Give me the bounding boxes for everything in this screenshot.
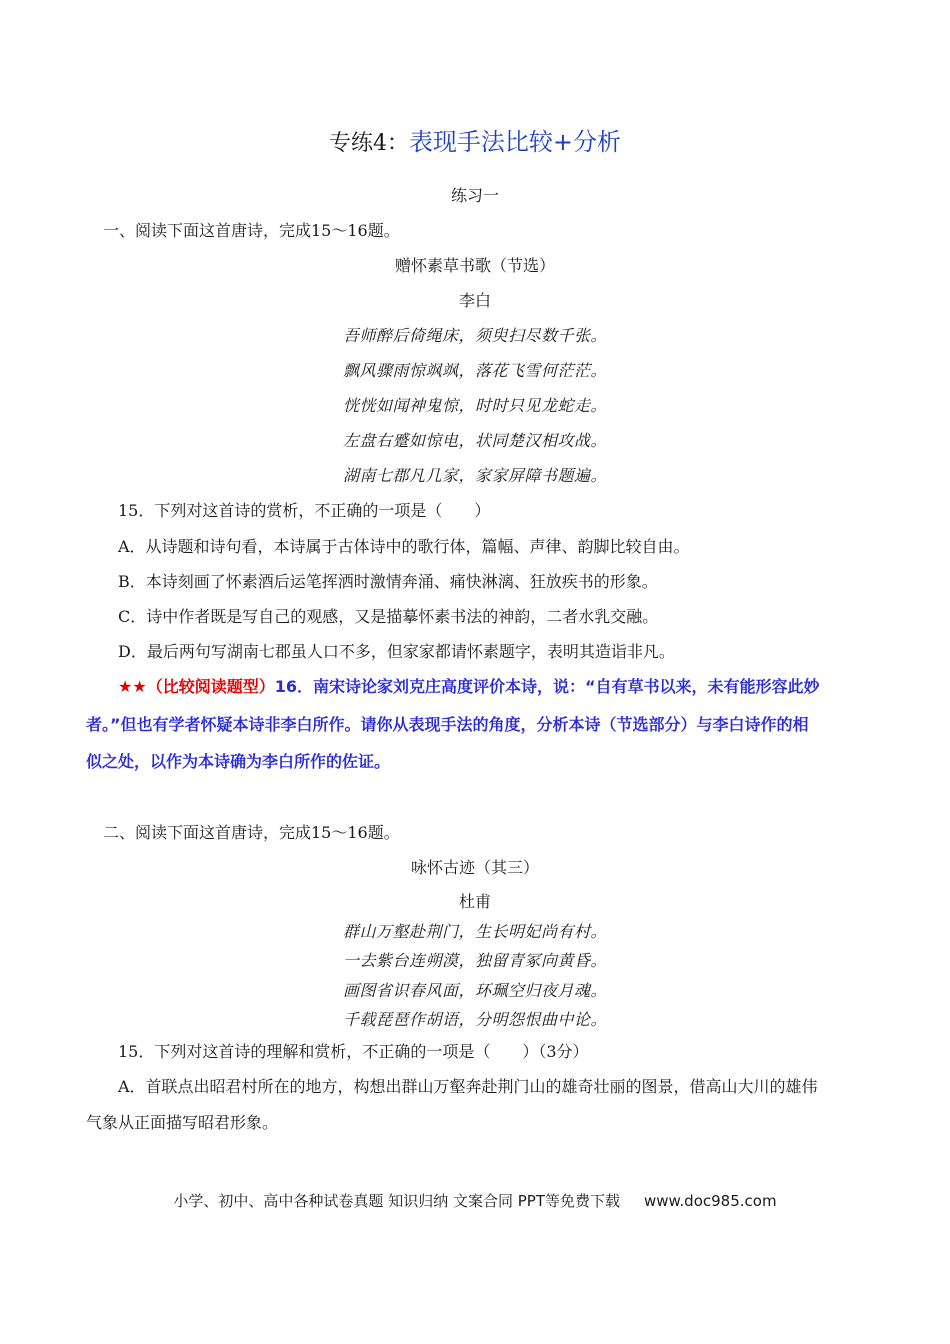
poem1-line: 湖南七郡凡几家，家家屏障书题遍。 [342, 466, 607, 485]
section2-author: 杜甫 [458, 892, 491, 911]
section1-q16-line3: 似之处，以作为本诗确为李白所作的佐证。 [86, 752, 391, 771]
section2-poem-title: 咏怀古迹（其三） [410, 858, 539, 877]
page-footer [0, 1190, 950, 1211]
section1-q15-option-a: A．从诗题和诗句看，本诗属于古体诗中的歌行体，篇幅、声律、韵脚比较自由。 [118, 537, 690, 556]
poem1-line: 吾师醉后倚绳床，须臾扫尽数千张。 [342, 326, 607, 345]
poem2-line: 一去紫台连朔漠，独留青冢向黄昏。 [342, 951, 607, 970]
section1-q15-option-b: B．本诗刻画了怀素酒后运笔挥洒时激情奔涌、痛快淋漓、狂放疾书的形象。 [118, 572, 658, 591]
section1-q16-line1 [118, 674, 820, 697]
difficulty-stars: ★★ [118, 677, 147, 696]
title-prefix: 专练4： [328, 131, 409, 156]
footer-text: 小学、初中、高中各种试卷真题 知识归纳 文案合同 PPT等免费下载 [173, 1192, 620, 1210]
section1-author: 李白 [458, 291, 491, 310]
section2-q15-option-a-line2: 气象从正面描写昭君形象。 [86, 1113, 279, 1132]
section1-q15-stem: 15．下列对这首诗的赏析，不正确的一项是（ ） [118, 501, 491, 520]
section2-q15-option-a-line1: A．首联点出昭君村所在的地方，构想出群山万壑奔赴荆门山的雄奇壮丽的图景，借高山大川的雄伟 [118, 1077, 818, 1096]
section1-intro: 一、阅读下面这首唐诗，完成15～16题。 [103, 221, 400, 240]
practice-label: 练习一 [450, 186, 499, 205]
poem2-line: 群山万壑赴荆门，生长明妃尚有村。 [342, 922, 607, 941]
section1-q15-option-c: C．诗中作者既是写自己的观感，又是描摹怀素书法的神韵，二者水乳交融。 [118, 607, 659, 626]
section1-q16-line2: 者。”但也有学者怀疑本诗非李白所作。请你从表现手法的角度，分析本诗（节选部分）与李白诗作的相 [86, 715, 809, 734]
section2-q15-stem: 15．下列对这首诗的理解和赏析，不正确的一项是（ ）（3分） [118, 1042, 589, 1061]
footer-url[interactable]: www.doc985.com [643, 1192, 777, 1210]
question-type-tag: （比较阅读题型） [146, 677, 275, 696]
poem2-line: 千载琵琶作胡语，分明怨恨曲中论。 [342, 1010, 607, 1029]
poem2-line: 画图省识春风面，环珮空归夜月魂。 [342, 981, 607, 1000]
poem1-line: 飘风骤雨惊飒飒，落花飞雪何茫茫。 [342, 361, 607, 380]
section1-q15-option-d: D．最后两句写湖南七郡虽人口不多，但家家都请怀素题字，表明其造诣非凡。 [118, 642, 675, 661]
title-main: 表现手法比较+分析 [408, 128, 622, 156]
poem1-line: 左盘右蹙如惊电，状同楚汉相攻战。 [342, 431, 607, 450]
section2-intro: 二、阅读下面这首唐诗，完成15～16题。 [103, 823, 400, 842]
poem1-line: 恍恍如闻神鬼惊，时时只见龙蛇走。 [342, 396, 607, 415]
page-title [0, 122, 950, 157]
section1-poem-title: 赠怀素草书歌（节选） [394, 256, 555, 275]
q16-text-1: 16．南宋诗论家刘克庄高度评价本诗，说：“自有草书以来，未有能形容此妙 [274, 677, 820, 696]
